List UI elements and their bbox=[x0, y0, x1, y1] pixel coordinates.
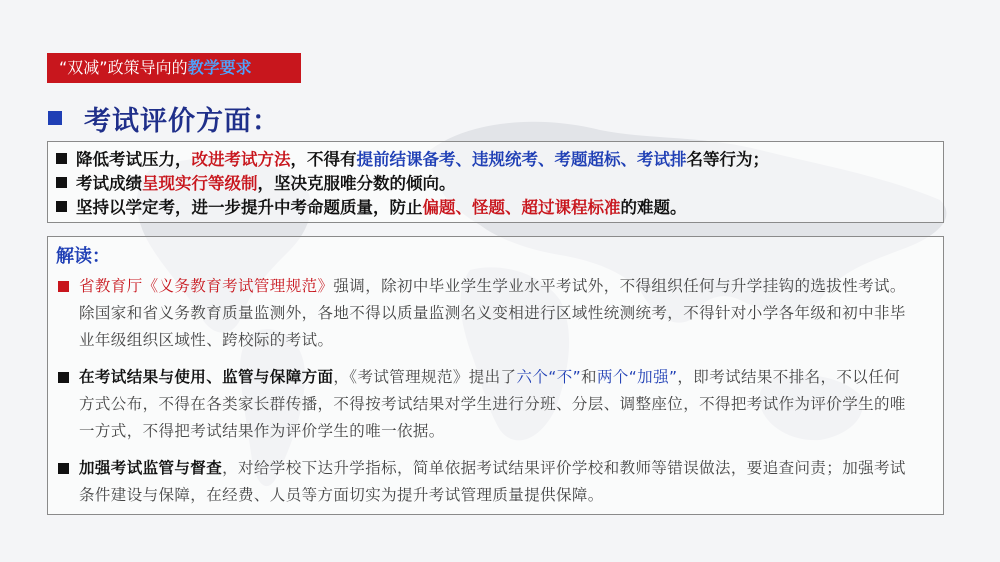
text-span: 强调，除初中毕业学生学业水平考试外，不得组织任何与升学挂钩的选拔性考试。除国家和省义务教育质量监测外，各地不得以质量监测名义变相进行区域性统测统考，不得针对小学各年级和初中非毕业年级组织区域性、跨校际的考试。 bbox=[79, 277, 906, 349]
text-span-red: 改进考试方法 bbox=[191, 150, 291, 169]
interpretation-paragraph bbox=[56, 455, 931, 509]
paragraph-text bbox=[79, 455, 911, 509]
requirement-item bbox=[56, 170, 943, 194]
square-bullet-icon bbox=[58, 281, 69, 292]
page-title-text: 考试评价方面： bbox=[84, 105, 280, 137]
text-span-red: 呈现实行等级制 bbox=[142, 174, 258, 193]
section-tag bbox=[47, 53, 301, 83]
text-span-red: 偏题、怪题、超过课程标准 bbox=[422, 198, 621, 217]
requirement-item bbox=[56, 146, 943, 170]
square-bullet-icon bbox=[48, 111, 62, 125]
text-span: 考试成绩 bbox=[76, 174, 142, 193]
text-span: 名等行为； bbox=[686, 150, 769, 169]
section-tag-highlight: 教学要求 bbox=[187, 58, 252, 77]
page-title bbox=[48, 98, 280, 138]
text-span: ，坚决克服唯分数的倾向。 bbox=[257, 174, 456, 193]
text-span: ，即考试结果不排名，不以任何方式公布，不得在各类家长群传播，不得按考试结果对学生进行分班、分层、调整座位，不得把考试作为评价学生的唯一方式，不得把考试结果作为评价学生的唯一依据。 bbox=[79, 368, 906, 440]
requirement-item bbox=[56, 194, 943, 218]
text-span: ，不得有 bbox=[290, 150, 357, 169]
requirement-text bbox=[76, 194, 687, 218]
requirement-text bbox=[76, 146, 769, 170]
text-span-bold: 在考试结果与使用、监管与保障方面 bbox=[79, 368, 334, 386]
text-span: 的难题。 bbox=[620, 198, 687, 217]
requirements-box bbox=[47, 141, 944, 223]
interpretation-heading: 解读： bbox=[56, 246, 110, 267]
text-span: 坚持以学定考，进一步提升中考命题质量，防止 bbox=[76, 198, 423, 217]
square-bullet-icon bbox=[58, 372, 69, 383]
text-span-blue: 六个“不” bbox=[516, 368, 582, 386]
section-tag-prefix: “双减”政策导向的 bbox=[59, 58, 188, 77]
interpretation-box bbox=[47, 236, 944, 515]
text-span: 和 bbox=[581, 368, 597, 386]
requirement-text bbox=[76, 170, 456, 194]
text-span-blue: 提前结课备考、违规统考、考题超标、考试排 bbox=[356, 150, 687, 169]
text-span: 降低考试压力， bbox=[76, 150, 192, 169]
paragraph-text bbox=[79, 273, 911, 354]
text-span-bold: 加强考试监管与督查 bbox=[79, 459, 223, 477]
text-span: ，《考试管理规范》提出了 bbox=[333, 368, 517, 386]
square-bullet-icon bbox=[56, 153, 67, 164]
square-bullet-icon bbox=[58, 463, 69, 474]
text-span: ，对给学校下达升学指标，简单依据考试结果评价学校和教师等错误做法，要追查问责；加强考试条件建设与保障，在经费、人员等方面切实为提升考试管理质量提供保障。 bbox=[79, 459, 906, 504]
interpretation-paragraph bbox=[56, 364, 931, 445]
square-bullet-icon bbox=[56, 177, 67, 188]
paragraph-text bbox=[79, 364, 911, 445]
text-span-blue: 两个“加强” bbox=[596, 368, 678, 386]
square-bullet-icon bbox=[56, 201, 67, 212]
text-span-red: 省教育厅《义务教育考试管理规范》 bbox=[79, 277, 334, 295]
interpretation-paragraph bbox=[56, 273, 931, 354]
